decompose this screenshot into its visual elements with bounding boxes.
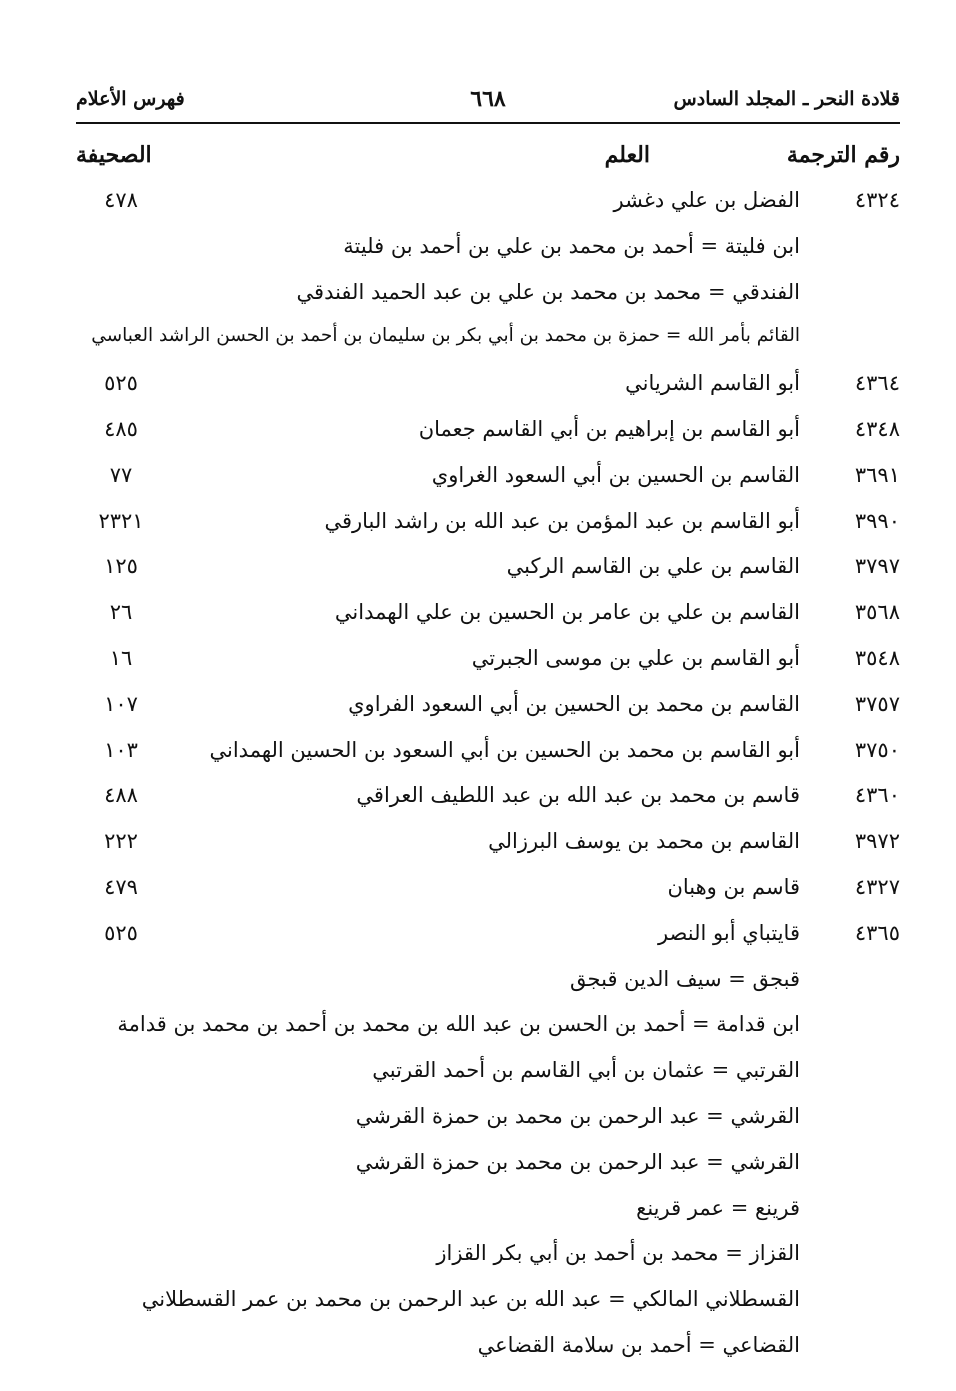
index-entry — [76, 1050, 900, 1096]
running-header — [76, 82, 900, 118]
entry-page: ٥٢٥ — [104, 371, 138, 396]
index-entry — [76, 409, 900, 455]
index-entry — [76, 455, 900, 501]
index-entry — [76, 1096, 900, 1142]
cross-reference: القرشي = عبد الرحمن بن محمد بن حمزة القرشي — [355, 1103, 800, 1128]
page-number: ٦٦٨ — [470, 86, 506, 112]
entry-name: قاسم بن محمد بن عبد الله بن عبد اللطيف العراقي — [356, 783, 800, 808]
index-entry — [76, 180, 900, 226]
cross-reference: القسطلاني المالكي = عبد الله بن عبد الرحمن بن محمد بن عمر القسطلاني — [141, 1287, 800, 1312]
index-entry — [76, 730, 900, 776]
entry-number: ٣٩٩٠ — [854, 508, 900, 533]
entry-number: ٣٧٥٧ — [854, 691, 900, 716]
cross-reference: القزاز = محمد بن أحمد بن أبي بكر القزاز — [436, 1241, 800, 1266]
entry-page: ٤٧٩ — [104, 874, 138, 899]
entry-name: الفضل بن علي دغشر — [613, 188, 800, 212]
index-entry — [76, 546, 900, 592]
entry-page: ٤٧٨ — [104, 188, 138, 212]
entry-name: أبو القاسم بن عبد المؤمن بن عبد الله بن راشد البارقي — [324, 508, 800, 533]
entry-number: ٣٥٦٨ — [854, 600, 900, 625]
entry-number: ٣٩٧٢ — [854, 829, 900, 854]
entry-number: ٣٦٩١ — [854, 462, 900, 487]
entry-page: ١٢٥ — [104, 554, 138, 579]
entry-page: ٢٢٢ — [104, 829, 138, 854]
index-entry — [76, 867, 900, 913]
entry-number: ٣٧٥٠ — [854, 737, 900, 762]
entry-name: القاسم بن علي بن عامر بن الحسين بن علي الهمداني — [334, 600, 800, 625]
entry-page: ٢٣٢١ — [98, 508, 144, 533]
entry-number: ٤٣٢٤ — [854, 188, 900, 212]
index-entries — [76, 180, 900, 1371]
index-entry — [76, 913, 900, 959]
index-entry — [76, 592, 900, 638]
cross-reference: القائم بأمر الله = حمزة بن محمد بن أبي بكر بن سليمان بن أحمد بن الحسن الراشد العباسي — [91, 325, 800, 347]
index-entry — [76, 1004, 900, 1050]
cross-reference: قبجق = سيف الدين قبجق — [570, 966, 800, 991]
cross-reference: القرشي = عبد الرحمن بن محمد بن حمزة القرشي — [355, 1149, 800, 1174]
index-entry — [76, 959, 900, 1005]
index-entry — [76, 684, 900, 730]
entry-page: ١٠٧ — [104, 691, 138, 716]
entry-page: ٥٢٥ — [104, 920, 138, 945]
entry-number: ٤٣٦٠ — [854, 783, 900, 808]
cross-reference: قرينع = عمر قرينع — [636, 1195, 800, 1220]
column-header-number: رقم الترجمة — [786, 142, 900, 168]
index-entry — [76, 1188, 900, 1234]
entry-number: ٤٣٦٥ — [854, 920, 900, 945]
entry-name: القاسم بن محمد بن يوسف البرزالي — [488, 829, 800, 854]
entry-page: ٤٨٨ — [104, 783, 138, 808]
entry-name: قاسم بن وهبان — [667, 874, 800, 899]
index-entry — [76, 272, 900, 318]
index-entry — [76, 501, 900, 547]
index-entry — [76, 775, 900, 821]
cross-reference: القضاعي = أحمد بن سلامة القضاعي — [477, 1332, 800, 1357]
entry-page: ٤٨٥ — [104, 416, 138, 441]
entry-name: أبو القاسم الشرياني — [625, 371, 800, 396]
section-title: فهرس الأعلام — [76, 88, 185, 110]
entry-name: القاسم بن محمد بن الحسين بن أبي السعود الفراوي — [348, 691, 800, 716]
index-entry — [76, 1142, 900, 1188]
header-rule — [76, 122, 900, 124]
book-title: قلادة النحر ـ المجلد السادس — [673, 88, 900, 110]
cross-reference: ابن فليتة = أحمد بن محمد بن علي بن أحمد بن فليتة — [343, 233, 800, 258]
index-entry — [76, 1279, 900, 1325]
index-entry — [76, 363, 900, 409]
entry-number: ٤٣٦٤ — [854, 371, 900, 396]
column-headers — [76, 142, 900, 176]
entry-number: ٣٧٩٧ — [854, 554, 900, 579]
index-entry — [76, 821, 900, 867]
cross-reference: القرتبي = عثمان بن أبي القاسم بن أحمد القرتبي — [372, 1058, 800, 1083]
entry-page: ١٠٣ — [104, 737, 138, 762]
index-entry — [76, 1233, 900, 1279]
entry-name: أبو القاسم بن إبراهيم بن أبي القاسم جعمان — [418, 416, 800, 441]
entry-page: ٧٧ — [109, 462, 133, 487]
entry-number: ٤٣٢٧ — [854, 874, 900, 899]
index-entry — [76, 1325, 900, 1371]
entry-page: ٢٦ — [109, 600, 133, 625]
index-entry — [76, 638, 900, 684]
entry-page: ١٦ — [109, 645, 133, 670]
cross-reference: ابن قدامة = أحمد بن الحسن بن عبد الله بن محمد بن أحمد بن محمد بن قدامة — [117, 1012, 800, 1037]
entry-name: أبو القاسم بن محمد بن الحسين بن أبي السعود بن الحسين الهمداني — [209, 737, 800, 762]
column-header-page: الصحيفة — [76, 142, 152, 168]
entry-name: قايتباي أبو النصر — [657, 920, 800, 945]
cross-reference: الفندقي = محمد بن محمد بن علي بن عبد الحميد الفندقي — [296, 279, 800, 304]
index-entry — [76, 317, 900, 363]
entry-number: ٤٣٤٨ — [854, 416, 900, 441]
entry-name: القاسم بن علي بن القاسم الركبي — [506, 554, 800, 579]
entry-number: ٣٥٤٨ — [854, 645, 900, 670]
entry-name: القاسم بن الحسين بن أبي السعود الغراوي — [431, 462, 800, 487]
column-header-name: العلم — [604, 142, 650, 168]
entry-name: أبو القاسم بن علي بن موسى الجبرتي — [471, 645, 800, 670]
index-entry — [76, 226, 900, 272]
